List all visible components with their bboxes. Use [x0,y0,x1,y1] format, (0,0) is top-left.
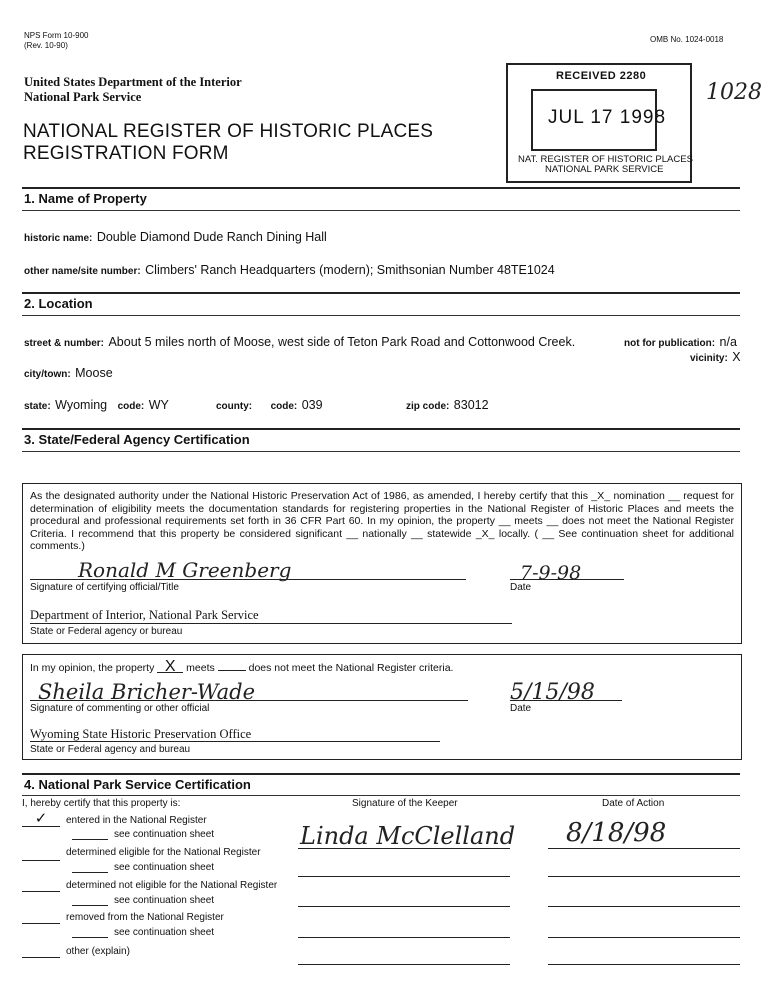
historic-name-label: historic name: [24,233,93,244]
keeper-line-4 [298,937,510,938]
option-removed-continuation: see continuation sheet [114,927,215,938]
action-line-5 [548,964,740,965]
stamp-register: NAT. REGISTER OF HISTORIC PLACES [518,154,693,165]
action-line-2 [548,876,740,877]
form-number: NPS Form 10-900 [24,31,89,40]
keeper-signature-label: Signature of the Keeper [352,798,458,809]
option-removed-label: removed from the National Register [66,912,224,923]
street-row [24,333,575,351]
opinion-rest: does not meet the National Register criteria. [248,662,454,674]
commenting-agency-label: State or Federal agency and bureau [30,744,191,755]
commenting-signature: Sheila Bricher-Wade [38,680,256,704]
other-name-row [24,261,555,279]
section4-heading: 4. National Park Service Certification [24,777,251,792]
keeper-signature: Linda McClelland [300,822,516,850]
certifying-date: 7-9-98 [520,562,582,584]
date-of-action-label: Date of Action [602,798,665,809]
county-code-value: 039 [301,398,323,412]
opinion-meets: meets [186,662,215,674]
handwritten-reference-number: 1028 [706,80,762,105]
certification-statement: As the designated authority under the National Historic Preservation Act of 1986, as amended, I hereby certify that this _X_ nomination __ request for determination of eligibility meets the documentation standards for registering properties in the National Register of Historic Places and meets the procedural and professional requirements set forth in 36 CFR Part 60. In my opinion, the property __ meets __ does not meet the National Register Criteria. I recommend that this property be considered significant __ nationally __ statewide _X_ locally. ( __ See continuation sheet for additional comments.) [30,490,734,553]
county-row [216,396,323,414]
certifying-agency-label: State or Federal agency or bureau [30,626,183,637]
option-not-eligible-label: determined not eligible for the National Register [66,880,278,891]
zip-row [406,396,489,414]
option-other-mark[interactable] [22,957,60,958]
state-code-value: WY [148,398,169,412]
county-code-label: code: [270,401,298,412]
historic-name-row [24,228,327,246]
vicinity-row [690,348,741,366]
keeper-certify-intro: I, hereby certify that this property is: [22,798,181,809]
not-for-publication-label: not for publication: [624,338,716,349]
zip-value: 83012 [453,398,489,412]
commenting-date-label: Date [510,703,532,714]
city-row [24,364,113,382]
certifying-signature: Ronald M Greenberg [78,558,292,582]
state-label: state: [24,401,51,412]
street-label: street & number: [24,338,105,349]
state-code-label: code: [117,401,145,412]
option-entered-continuation-blank[interactable] [72,839,108,840]
action-line-4 [548,937,740,938]
certifying-signature-label: Signature of certifying official/Title [30,582,179,593]
date-of-action: 8/18/98 [566,818,667,848]
section2-heading: 2. Location [24,296,93,311]
form-revision: (Rev. 10-90) [24,41,68,50]
stamp-received: RECEIVED 2280 [556,70,647,82]
keeper-line-5 [298,964,510,965]
city-label: city/town: [24,369,71,380]
option-removed-continuation-blank[interactable] [72,937,108,938]
option-entered-continuation: see continuation sheet [114,829,215,840]
county-label: county: [216,401,253,412]
not-for-publication-value: n/a [719,335,737,349]
vicinity-value: X [732,350,741,364]
omb-number: OMB No. 1024-0018 [650,35,724,44]
option-not-eligible-mark[interactable] [22,891,60,892]
option-entered-label: entered in the National Register [66,815,207,826]
department-name: United States Department of the Interior [24,75,242,89]
stamp-date: JUL 17 1998 [548,107,667,128]
keeper-line-1 [298,848,510,849]
option-not-eligible-continuation-blank[interactable] [72,905,108,906]
keeper-line-2 [298,876,510,877]
vicinity-label: vicinity: [690,353,728,364]
form-title-line2: REGISTRATION FORM [23,143,229,164]
commenting-date: 5/15/98 [510,680,595,705]
state-row [24,396,169,414]
historic-name-value: Double Diamond Dude Ranch Dining Hall [96,230,327,244]
form-title-line1: NATIONAL REGISTER OF HISTORIC PLACES [23,121,434,142]
certifying-agency: Department of Interior, National Park Service [30,608,259,622]
zip-label: zip code: [406,401,450,412]
opinion-text: In my opinion, the property [30,662,155,674]
other-name-value: Climbers' Ranch Headquarters (modern); Smithsonian Number 48TE1024 [145,263,555,277]
section1-heading: 1. Name of Property [24,191,147,206]
option-entered-mark[interactable]: ✓ [22,812,60,827]
option-eligible-label: determined eligible for the National Register [66,847,261,858]
action-line-3 [548,906,740,907]
option-not-eligible-continuation: see continuation sheet [114,895,215,906]
state-value: Wyoming [55,398,108,412]
opinion-mark: X [157,661,183,673]
option-eligible-mark[interactable] [22,860,60,861]
action-line-1 [548,848,740,849]
service-name: National Park Service [24,90,142,104]
other-name-label: other name/site number: [24,266,141,277]
stamp-service: NATIONAL PARK SERVICE [545,164,664,175]
section3-heading: 3. State/Federal Agency Certification [24,432,250,447]
street-value: About 5 miles north of Moose, west side of Teton Park Road and Cottonwood Creek. [108,335,576,349]
option-removed-mark[interactable] [22,923,60,924]
opinion-row [30,658,454,675]
commenting-agency: Wyoming State Historic Preservation Office [30,727,252,741]
option-eligible-continuation-blank[interactable] [72,872,108,873]
keeper-line-3 [298,906,510,907]
option-other-label: other (explain) [66,946,130,957]
city-value: Moose [75,366,113,380]
commenting-signature-label: Signature of commenting or other official [30,703,210,714]
certifying-date-label: Date [510,582,532,593]
option-eligible-continuation: see continuation sheet [114,862,215,873]
